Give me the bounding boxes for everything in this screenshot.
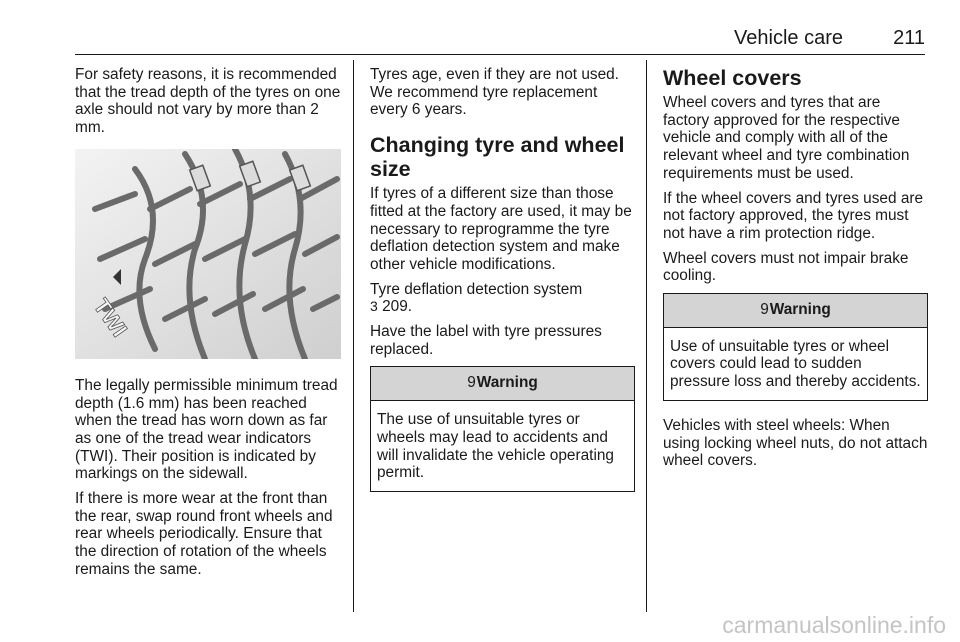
section-heading: Wheel covers: [663, 66, 802, 90]
column-1: [75, 66, 341, 586]
warning-header: [371, 367, 634, 401]
paragraph: Wheel covers and tyres that are factory approved for the respective vehicle and comply with all of the relevant wheel and tyre combination requirements must be used.: [663, 94, 910, 182]
paragraph: Wheel covers must not impair brake cooling.: [663, 249, 909, 285]
paragraph: If the wheel covers and tyres used are not factory approved, the tyres must not have a rim protection ridge.: [663, 189, 924, 242]
watermark: carmanualsonline.info: [722, 612, 946, 638]
twi-label: TWI: [88, 293, 133, 342]
warning-header: [664, 294, 927, 328]
page-number: 211: [893, 27, 925, 49]
page-header: [75, 24, 925, 55]
column-3: [663, 66, 928, 477]
page-ref-arrow-icon: 3: [370, 298, 378, 315]
warning-title: Warning: [769, 301, 831, 319]
paragraph: For safety reasons, it is recommended that the tread depth of the tyres on one axle should not vary by more than 2 mm.: [75, 66, 341, 137]
warning-box: [663, 293, 928, 401]
paragraph: If there is more wear at the front than the rear, swap round front wheels and rear wheels periodically. Ensure that the direction of rotation of the wheels remains the same.: [75, 490, 333, 578]
column-2: [370, 66, 635, 508]
warning-title: Warning: [476, 374, 538, 392]
paragraph: Tyres age, even if they are not used. We recommend tyre replacement every 6 years.: [370, 66, 619, 119]
warning-icon: 9: [467, 374, 476, 392]
page-ref: 209.: [382, 298, 413, 316]
column-divider: [646, 60, 647, 612]
paragraph: [370, 281, 635, 316]
paragraph: If tyres of a different size than those fitted at the factory are used, it may be necessary to reprogramme the tyre deflation detection system and make other vehicle modifications.: [370, 185, 632, 273]
warning-text: The use of unsuitable tyres or wheels may lead to accidents and will invalidate the vehicle operating permit.: [377, 411, 614, 482]
paragraph: Have the label with tyre pressures replaced.: [370, 323, 602, 358]
paragraph: The legally permissible minimum tread depth (1.6 mm) has been reached when the tread has worn down as far as one of the tread wear indicators (TWI). Their position is indicated by markings on the sidewall.: [75, 376, 338, 483]
tyre-tread-figure: [75, 149, 341, 359]
section-title: Vehicle care: [734, 27, 843, 49]
section-heading: Changing tyre and wheel size: [370, 133, 625, 182]
column-divider: [353, 60, 354, 612]
warning-icon: 9: [760, 301, 769, 319]
paragraph-text: Tyre deflation detection system: [370, 280, 583, 298]
warning-text: Use of unsuitable tyres or wheel covers could lead to sudden pressure loss and thereby accidents.: [670, 337, 921, 391]
tyre-tread-illustration: [75, 149, 341, 359]
paragraph: Vehicles with steel wheels: When using locking wheel nuts, do not attach wheel covers.: [663, 416, 928, 470]
warning-box: [370, 366, 635, 492]
